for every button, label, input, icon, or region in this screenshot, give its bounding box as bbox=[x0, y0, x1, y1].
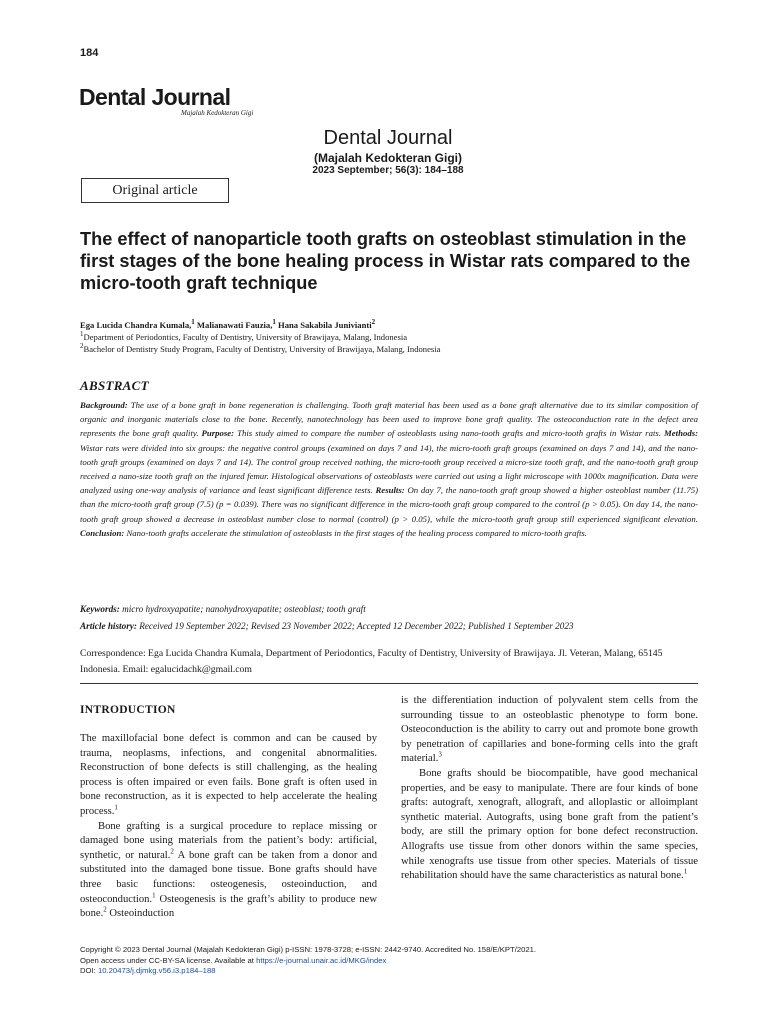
journal-issue: 2023 September; 56(3): 184–188 bbox=[312, 165, 464, 176]
keywords-label: Keywords: bbox=[80, 604, 120, 614]
right-column bbox=[401, 694, 698, 884]
page-number: 184 bbox=[80, 47, 99, 59]
author-name: Ega Lucida Chandra Kumala, bbox=[80, 320, 192, 330]
citation: 2 bbox=[170, 847, 174, 856]
introduction-heading: INTRODUCTION bbox=[80, 704, 176, 716]
doi-label: DOI: bbox=[80, 966, 98, 975]
abstract-conclusion: Nano-tooth grafts accelerate the stimulation of osteoblasts in the first stages of the healing process compared to micro-tooth grafts. bbox=[126, 527, 587, 538]
abstract-methods-label: Methods: bbox=[663, 428, 699, 439]
paragraph-text: Osteogenesis is the graft’s ability to produce new bone. bbox=[80, 893, 377, 920]
author-block bbox=[80, 319, 700, 355]
article-type-label: Original article bbox=[112, 182, 198, 198]
abstract-results: On day 7, the nano-tooth graft group showed a higher osteoblast number (11.75) than the micro-tooth graft group (7.5) (p = 0.039). There was no significant difference in the micro-tooth graft group compared to the control (p > 0.05). On day 14, the nano-tooth graft group showed a decrease in osteoblast number close to normal (control) (p > 0.05), while the micro-tooth graft group still experienced significant elevation. bbox=[80, 485, 699, 524]
keywords bbox=[80, 603, 698, 616]
keywords-text: micro hydroxyapatite; nanohydroxyapatite; osteoblast; tooth graft bbox=[122, 604, 366, 614]
abstract-heading: ABSTRACT bbox=[80, 378, 149, 393]
paragraph bbox=[401, 767, 698, 884]
abstract-methods: Wistar rats were divided into six groups: the negative control groups (examined on days 7 and 14), the micro-tooth graft groups (examined on days 7 and 14), and the nano-tooth graft groups (examined on days 7 and 14). The control group received nothing, the micro-tooth group received a micro-size tooth graft, and the nano-tooth graft group received a nano-size tooth graft on the injured femur. Histological observations of osteoblasts were carried out using a light microscope with 1000x magnification. Data were analyzed using one-way analysis of variance and least significant difference tests. bbox=[80, 442, 698, 496]
abstract-background-label: Background: bbox=[80, 400, 128, 410]
article-type-box bbox=[81, 178, 229, 203]
section-divider bbox=[80, 683, 698, 684]
author-name: Malianawati Fauzia, bbox=[196, 320, 273, 330]
affiliation-number: 2 bbox=[80, 342, 84, 351]
citation: 1 bbox=[152, 891, 156, 899]
author-name: Hana Sakabila Junivianti bbox=[278, 320, 372, 330]
affiliation-number: 1 bbox=[80, 330, 84, 339]
license-line bbox=[80, 956, 700, 967]
article-history bbox=[80, 620, 698, 633]
paragraph bbox=[401, 694, 698, 767]
article-title: The effect of nanoparticle tooth grafts on osteoblast stimulation in the first stages of the bone healing process in Wistar rats compared to the micro-tooth graft technique bbox=[80, 229, 691, 293]
paragraph-text: Bone grafts should be biocompatible, have good mechanical properties, and be easy to manipulate. There are four kinds of bone grafts: autograft, xenograft, allograft, and alloplastic or alloimplant synthetic material. Autografts, using bone graft from the patient’s body, are still the primary option for bone defect reconstruction. Allografts use tissue from other donors within the same species, while xenografts use tissue from other species. Materials of tissue rehabilitation should have the same characteristics as natural bone. bbox=[401, 767, 698, 882]
paragraph-text: The maxillofacial bone defect is common and can be caused by trauma, neoplasms, infections, and congenital abnormalities. Reconstruction of bone defects is still challenging, as the healing process is often impaired or even fails. Bone graft is often used in bone reconstruction, as it is expected to help accelerate the healing process. bbox=[80, 733, 377, 817]
affiliation bbox=[80, 343, 700, 355]
abstract-results-label: Results: bbox=[375, 485, 405, 496]
abstract-purpose: This study aimed to compare the number of osteoblasts using nano-tooth grafts and micro-tooth grafts in Wistar rats. bbox=[237, 428, 661, 439]
page-footer bbox=[80, 945, 700, 977]
journal-logo-subtitle: Majalah Kedokteran Gigi bbox=[181, 109, 254, 117]
author-affiliation-mark: 1 bbox=[191, 318, 195, 327]
paragraph bbox=[80, 820, 377, 922]
affiliation-text: Bachelor of Dentistry Study Program, Faculty of Dentistry, University of Brawijaya, Malang, Indonesia bbox=[83, 344, 441, 354]
author-affiliation-mark: 2 bbox=[371, 318, 376, 327]
journal-logo: Dental Journal bbox=[79, 84, 231, 110]
journal-subtitle: (Majalah Kedokteran Gigi) bbox=[313, 151, 463, 165]
doi-line bbox=[80, 966, 700, 977]
left-column bbox=[80, 732, 377, 922]
affiliation bbox=[80, 331, 700, 343]
abstract-body bbox=[80, 398, 698, 540]
affiliation-text: Department of Periodontics, Faculty of Dentistry, University of Brawijaya, Malang, Indonesia bbox=[83, 332, 408, 342]
author-list bbox=[80, 319, 700, 331]
doi-link[interactable]: 10.20473/j.djmkg.v56.i3.p184–188 bbox=[97, 966, 216, 975]
citation: 1 bbox=[114, 803, 118, 812]
paragraph-text: A bone graft can be taken from a donor and substituted into the damaged bone tissue. Bone grafts should have three basic functions: osteogenesis, osteoinduction, and osteoconduction. bbox=[80, 849, 377, 905]
abstract-background: The use of a bone graft in bone regeneration is challenging. Tooth graft material has been used as a bone graft alternative due to its similar composition of organic and inorganic materials close to the bone. Recently, nanotechnology has been used to improve bone graft quality. The osteoconduction rate in the defect area represents the bone graft quality. bbox=[80, 400, 698, 439]
journal-title: Dental Journal bbox=[323, 127, 453, 149]
author-affiliation-mark: 1 bbox=[272, 318, 276, 327]
journal-url-link[interactable]: https://e-journal.unair.ac.id/MKG/index bbox=[256, 955, 387, 965]
paragraph-text: Bone grafting is a surgical procedure to replace missing or damaged bone using materials from the patient’s body: artificial, synthetic, or natural. bbox=[80, 820, 377, 861]
license-text: Open access under CC-BY-SA license. Available at bbox=[80, 955, 257, 965]
paragraph-text: Osteoinduction bbox=[106, 908, 175, 920]
article-history-text: Received 19 September 2022; Revised 23 November 2022; Accepted 12 December 2022; Published 1 September 2023 bbox=[139, 621, 574, 631]
article-history-label: Article history: bbox=[80, 621, 137, 631]
correspondence: Correspondence: Ega Lucida Chandra Kumala, Department of Periodontics, Faculty of Dentistry, University of Brawijaya. Jl. Veteran, Malang, 65145 Indonesia. Email: egalucidachk@gmail.com bbox=[80, 648, 663, 675]
citation: 3 bbox=[438, 750, 442, 759]
paragraph-text: is the differentiation induction of polyvalent stem cells from the surrounding tissue to an osteoblastic phenotype to form bone. Osteoconduction is the ability to carry out and promote bone growth by penetration of capillaries and bone-forming cells into the graft material. bbox=[401, 695, 698, 765]
copyright-line: Copyright © 2023 Dental Journal (Majalah Kedokteran Gigi) p-ISSN: 1978-3728; e-ISSN: 2442-9740. Accredited No. 158/E/KPT/2021. bbox=[80, 945, 537, 954]
abstract-purpose-label: Purpose: bbox=[201, 428, 235, 439]
citation: 1 bbox=[683, 867, 688, 876]
paragraph bbox=[80, 732, 377, 820]
citation: 2 bbox=[103, 905, 107, 914]
abstract-conclusion-label: Conclusion: bbox=[80, 527, 125, 538]
